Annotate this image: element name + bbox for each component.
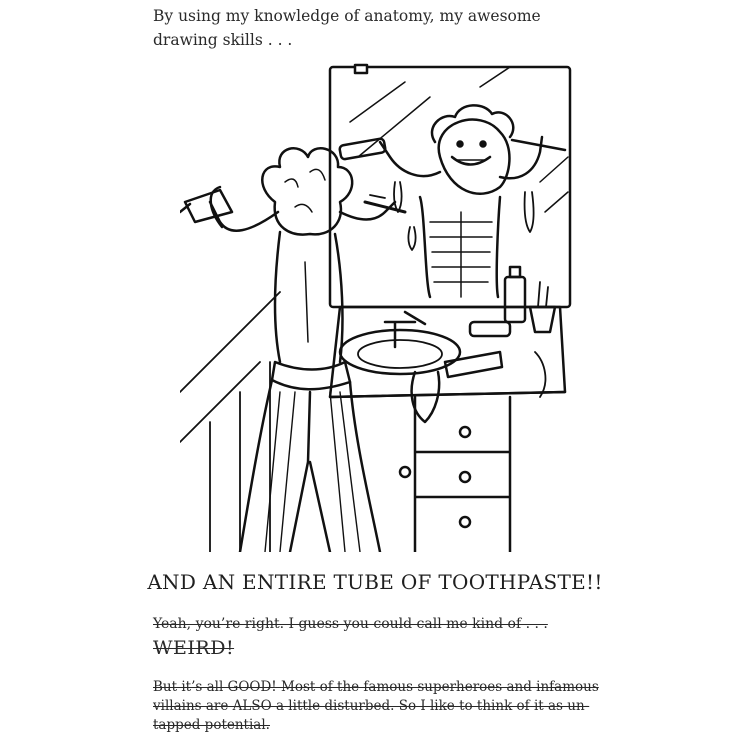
struck-paragraph: But it’s all GOOD! Most of the famous superheroes and infamous villains are ALSO a little disturbed. So I like to think of it as un-tapped potential. — [153, 679, 599, 733]
struck-word-weird: WEIRD! — [153, 637, 235, 659]
heading-toothpaste: AND AN ENTIRE TUBE OF TOOTHPASTE!! — [147, 570, 603, 594]
bathroom-mirror-illustration — [180, 62, 585, 552]
mirror-frame — [330, 67, 570, 307]
struck-line-weird-intro: Yeah, you’re right. I guess you could call me kind of . . . — [153, 616, 548, 632]
intro-text: By using my knowledge of anatomy, my awesome drawing skills . . . — [153, 7, 541, 49]
toothpaste-drawing-svg — [180, 62, 585, 552]
